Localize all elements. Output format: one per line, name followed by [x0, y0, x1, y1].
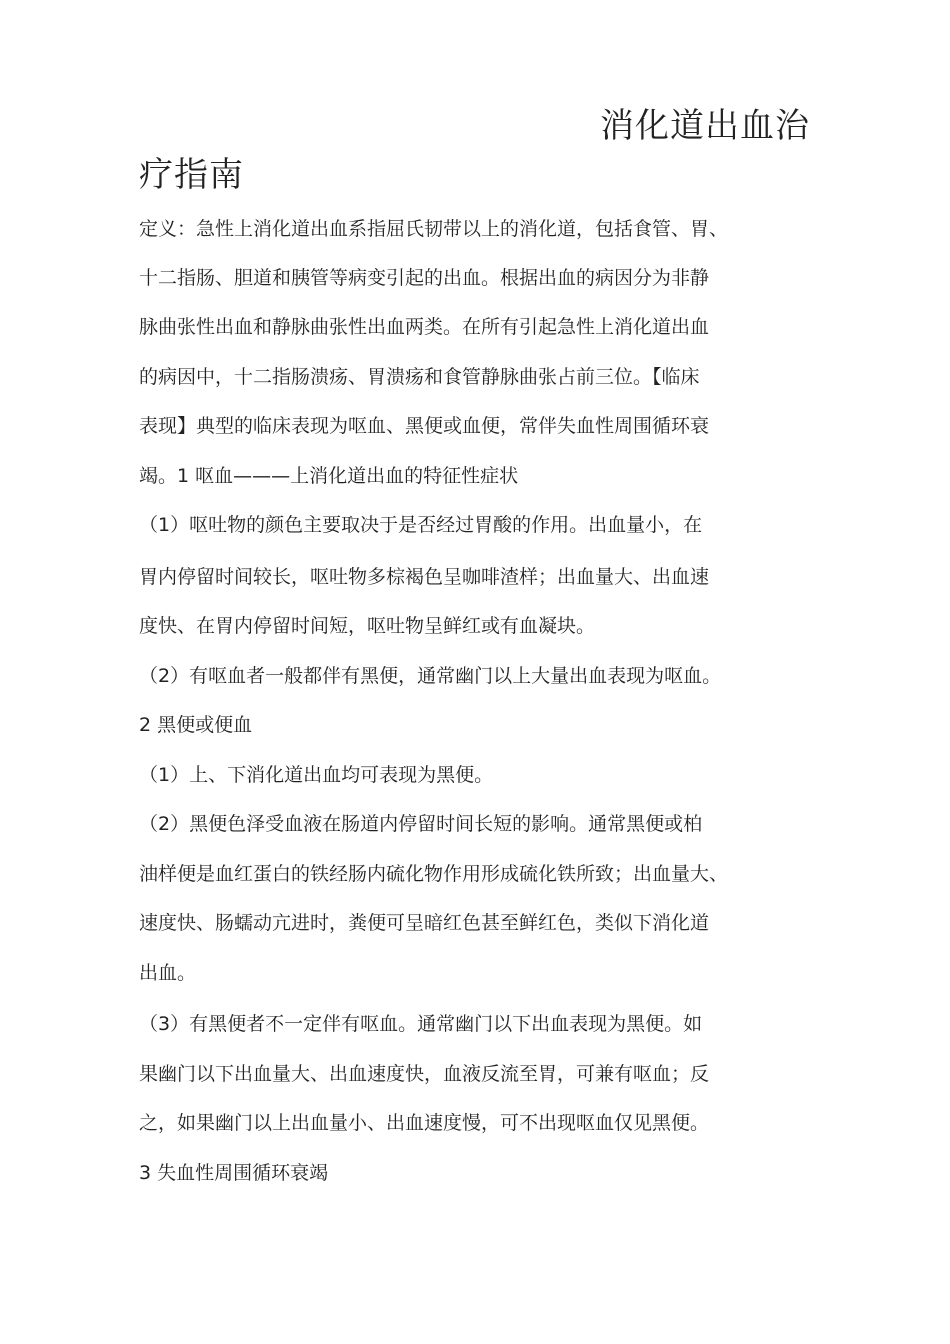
section-heading-3: 3 失血性周围循环衰竭 — [139, 1162, 329, 1184]
body-line-6: 竭。1 呕血———上消化道出血的特征性症状 — [139, 465, 519, 487]
body-line-5: 表现】典型的临床表现为呕血、黑便或血便，常伴失血性周围循环衰 — [139, 415, 710, 437]
document-title-line-1: 消化道出血治 — [600, 106, 810, 146]
body-line-13: （2）黑便色泽受血液在肠道内停留时间长短的影响。通常黑便或柏 — [139, 813, 703, 835]
body-line-2: 十二指肠、胆道和胰管等病变引起的出血。根据出血的病因分为非静 — [139, 267, 710, 289]
body-line-9: 度快、在胃内停留时间短，呕吐物呈鲜红或有血凝块。 — [139, 615, 596, 637]
body-line-14: 油样便是血红蛋白的铁经肠内硫化物作用形成硫化铁所致；出血量大、 — [139, 863, 729, 885]
body-line-15: 速度快、肠蠕动亢进时，粪便可呈暗红色甚至鲜红色，类似下消化道 — [139, 912, 710, 934]
body-line-19: 之，如果幽门以上出血量小、出血速度慢，可不出现呕血仅见黑便。 — [139, 1112, 710, 1134]
section-heading-2: 2 黑便或便血 — [139, 714, 253, 736]
body-line-18: 果幽门以下出血量大、出血速度快，血液反流至胃，可兼有呕血；反 — [139, 1063, 710, 1085]
body-line-1: 定义：急性上消化道出血系指屈氏韧带以上的消化道，包括食管、胃、 — [139, 218, 729, 240]
body-line-16: 出血。 — [139, 962, 197, 984]
body-line-12: （1）上、下消化道出血均可表现为黑便。 — [139, 764, 494, 786]
body-line-4: 的病因中，十二指肠溃疡、胃溃疡和食管静脉曲张占前三位。【临床 — [139, 366, 700, 388]
document-title-line-2: 疗指南 — [139, 155, 244, 195]
body-line-8: 胃内停留时间较长，呕吐物多棕褐色呈咖啡渣样；出血量大、出血速 — [139, 566, 710, 588]
body-line-10: （2）有呕血者一般都伴有黑便，通常幽门以上大量出血表现为呕血。 — [139, 665, 722, 687]
body-line-3: 脉曲张性出血和静脉曲张性出血两类。在所有引起急性上消化道出血 — [139, 316, 710, 338]
body-line-7: （1）呕吐物的颜色主要取决于是否经过胃酸的作用。出血量小，在 — [139, 514, 703, 536]
body-line-17: （3）有黑便者不一定伴有呕血。通常幽门以下出血表现为黑便。如 — [139, 1013, 703, 1035]
